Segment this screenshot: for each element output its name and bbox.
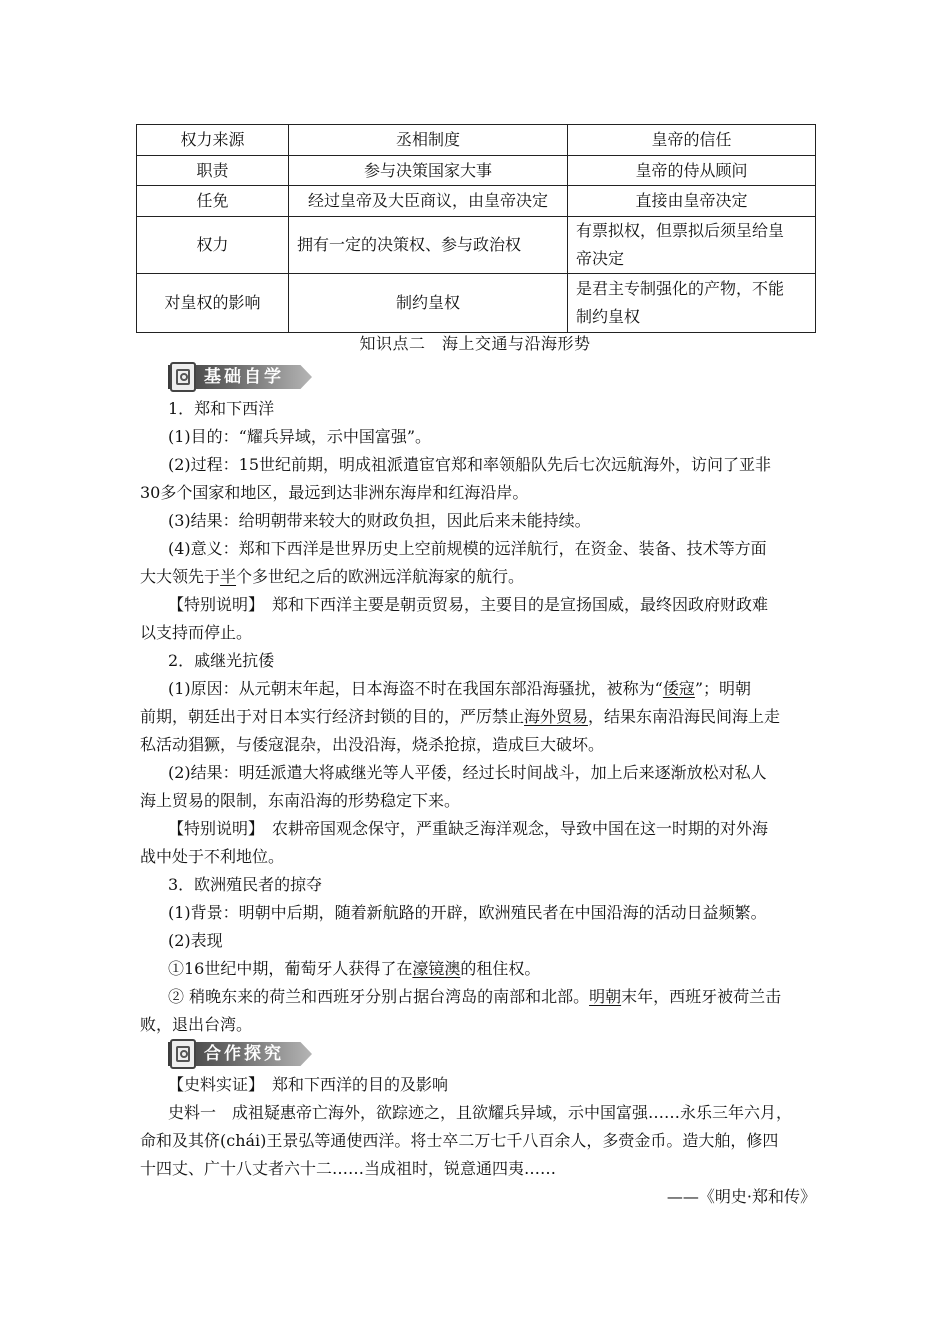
- table-cell: [568, 217, 816, 274]
- table-row: [137, 125, 816, 156]
- text: ①16世纪中期，葡萄牙人获得了在: [168, 959, 413, 978]
- paragraph: 30多个国家和地区，最远到达非洲东海岸和红海沿岸。: [140, 483, 529, 502]
- table-cell: 直接由皇帝决定: [568, 186, 816, 217]
- underlined-text: 倭寇: [662, 679, 695, 698]
- quotation-source: ——《明史·郑和传》: [666, 1187, 816, 1206]
- cell-line: 制约皇权: [576, 307, 641, 326]
- self-study-banner: [168, 362, 312, 392]
- paragraph: (2)结果：明廷派遣大将戚继光等人平倭，经过长时间战斗，加上后来逐渐放松对私人: [168, 763, 767, 782]
- table-cell: [568, 274, 816, 333]
- table-cell: 制约皇权: [289, 274, 568, 333]
- quotation: 史料一 成祖疑惠帝亡海外，欲踪迹之，且欲耀兵异域，示中国富强……永乐三年六月，: [168, 1103, 793, 1122]
- inquiry-banner: [168, 1039, 312, 1069]
- table-cell: 参与决策国家大事: [289, 156, 568, 186]
- paragraph: (2)过程：15世纪前期，明成祖派遣宦官郑和率领船队先后七次远航海外，访问了亚非: [168, 455, 772, 474]
- underlined-text: 明朝: [589, 987, 622, 1006]
- table-row: [137, 274, 816, 333]
- paragraph: (2)表现: [168, 931, 223, 950]
- list-item: [140, 983, 816, 1011]
- heading: 2．戚继光抗倭: [168, 651, 275, 670]
- paragraph: (4)意义：郑和下西洋是世界历史上空前规模的远洋航行，在资金、装备、技术等方面: [168, 539, 767, 558]
- banner-label: 合作探究: [204, 1044, 284, 1064]
- table-cell: 皇帝的信任: [568, 125, 816, 156]
- table-cell: 拥有一定的决策权、参与政治权: [289, 217, 568, 274]
- cell-line: 有票拟权，但票拟后须呈给皇: [576, 221, 785, 240]
- field-icon: [170, 1039, 196, 1069]
- list-item: 败，退出台湾。: [140, 1015, 253, 1034]
- table-cell: 经过皇帝及大臣商议，由皇帝决定: [289, 186, 568, 217]
- text: 大大领先于: [140, 567, 221, 586]
- underlined-text: 海外贸易: [524, 707, 589, 726]
- paragraph: (1)目的：“耀兵异域，示中国富强”。: [168, 427, 432, 446]
- heading: 3．欧洲殖民者的掠夺: [168, 875, 323, 894]
- text: ”；明朝: [694, 679, 752, 698]
- section-title: 知识点二 海上交通与沿海形势: [359, 334, 591, 353]
- table-row: [137, 217, 816, 274]
- table-cell: 权力来源: [137, 125, 289, 156]
- comparison-table: [136, 124, 816, 333]
- paragraph: 海上贸易的限制，东南沿海的形势稳定下来。: [140, 791, 461, 810]
- text: 前期，朝廷出于对日本实行经济封锁的目的，严厉禁止: [140, 707, 525, 726]
- text: ，结果东南沿海民间海上走: [588, 707, 781, 726]
- special-note: 【特别说明】 农耕帝国观念保守，严重缺乏海洋观念，导致中国在这一时期的对外海: [168, 819, 769, 838]
- special-note: 【特别说明】 郑和下西洋主要是朝贡贸易，主要目的是宣扬国威，最终因政府财政难: [168, 595, 769, 614]
- table-row: [137, 186, 816, 217]
- underlined-text: 濠镜澳: [412, 959, 461, 978]
- text: 个多世纪之后的欧洲远洋航海家的航行。: [236, 567, 525, 586]
- cell-line: 是君主专制强化的产物，不能: [576, 279, 785, 298]
- table-row: [137, 156, 816, 186]
- cell-line: 帝决定: [576, 249, 625, 268]
- text: 末年，西班牙被荷兰击: [621, 987, 782, 1006]
- paragraph: [140, 703, 816, 731]
- table-cell: 任免: [137, 186, 289, 217]
- table-cell: 皇帝的侍从顾问: [568, 156, 816, 186]
- table-cell: 职责: [137, 156, 289, 186]
- quotation: 十四丈、广十八丈者六十二……当成祖时，锐意通四夷……: [140, 1159, 557, 1178]
- paragraph: (3)结果：给明朝带来较大的财政负担，因此后来未能持续。: [168, 511, 591, 530]
- banner-label: 基础自学: [204, 367, 284, 387]
- heading: 【史料实证】 郑和下西洋的目的及影响: [168, 1075, 449, 1094]
- list-item: [140, 955, 816, 983]
- underlined-text: 半: [220, 567, 237, 586]
- table-cell: 权力: [137, 217, 289, 274]
- paragraph: (1)背景：明朝中后期，随着新航路的开辟，欧洲殖民者在中国沿海的活动日益频繁。: [168, 903, 767, 922]
- text: ② 稍晚东来的荷兰和西班牙分别占据台湾岛的南部和北部。: [168, 987, 590, 1006]
- table-cell: 对皇权的影响: [137, 274, 289, 333]
- special-note: 战中处于不利地位。: [140, 847, 285, 866]
- quotation: 命和及其侪(chái)王景弘等通使西洋。将士卒二万七千八百余人，多赍金币。造大舶，修四: [140, 1131, 779, 1150]
- paragraph: [140, 675, 816, 703]
- paragraph: 私活动猖獗，与倭寇混杂，出没沿海，烧杀抢掠，造成巨大破坏。: [140, 735, 605, 754]
- text: (1)原因：从元朝末年起，日本海盗不时在我国东部沿海骚扰，被称为“: [168, 679, 663, 698]
- special-note: 以支持而停止。: [140, 623, 253, 642]
- heading: 1．郑和下西洋: [168, 399, 275, 418]
- paragraph: [140, 563, 816, 591]
- table-cell: 丞相制度: [289, 125, 568, 156]
- book-icon: [170, 362, 196, 392]
- text: 的租住权。: [460, 959, 541, 978]
